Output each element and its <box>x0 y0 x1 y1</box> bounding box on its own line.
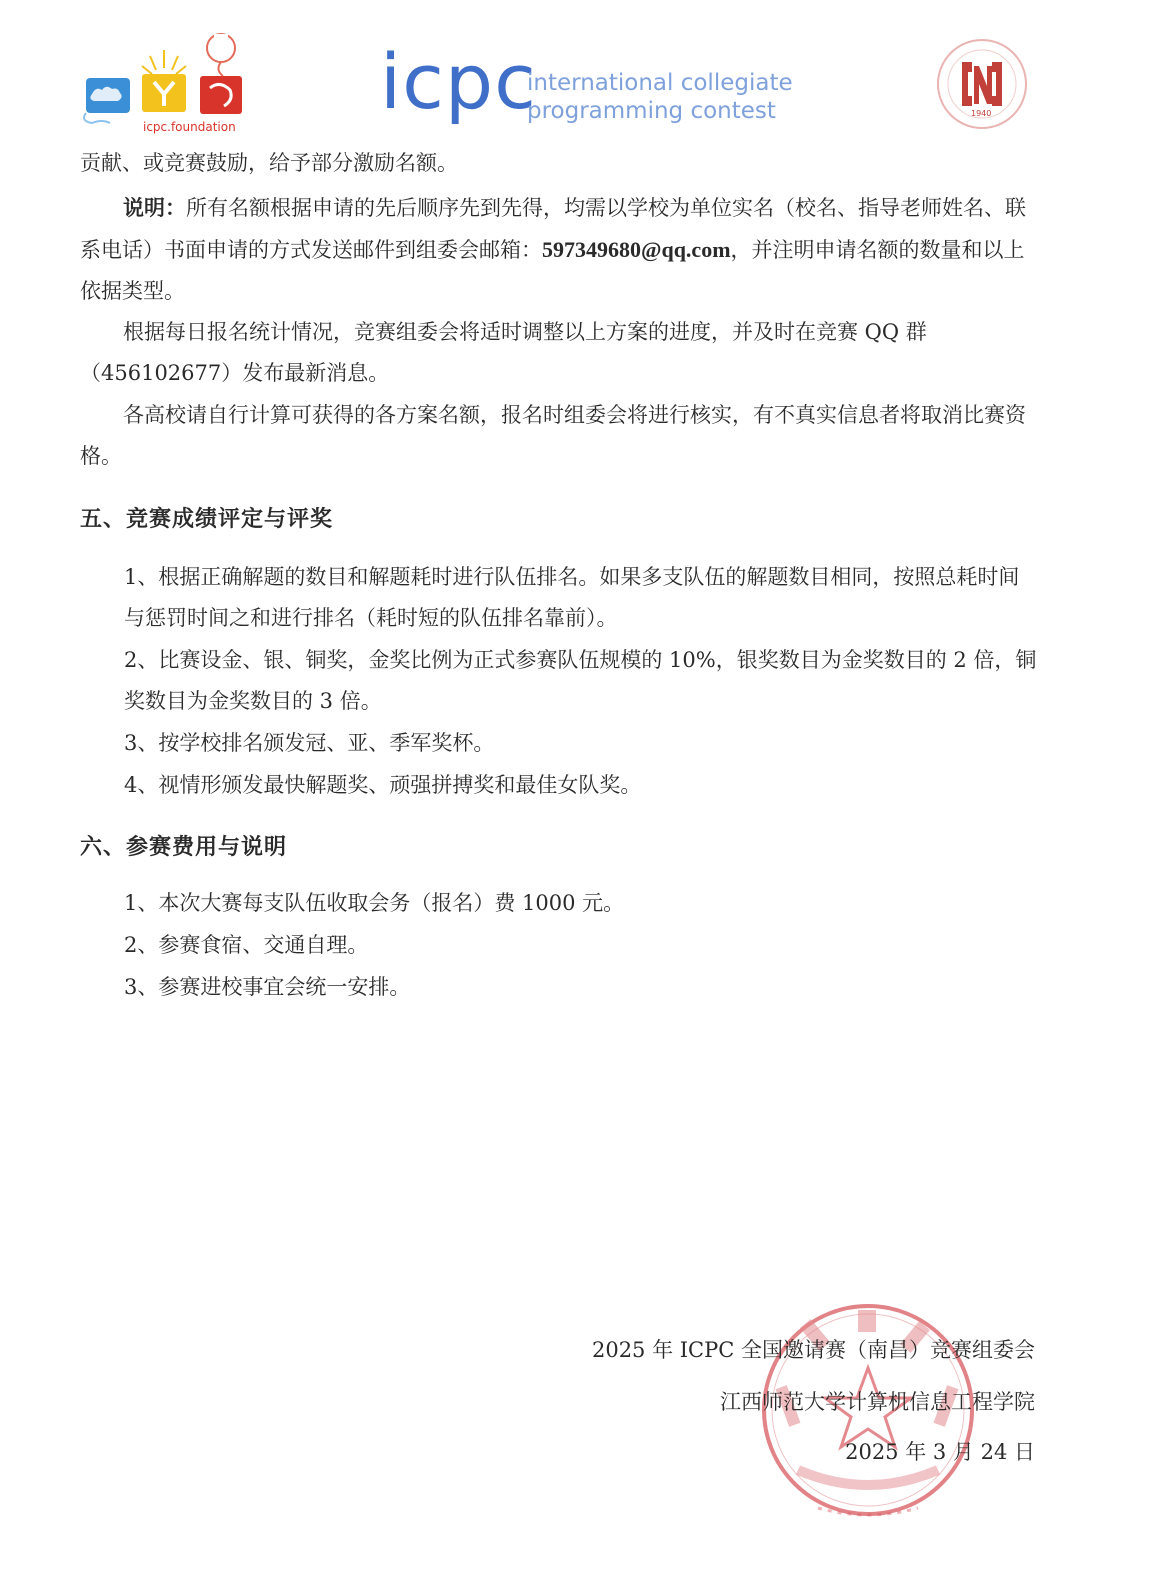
section-5-item-4: 4、视情形颁发最快解题奖、顽强拼搏奖和最佳女队奖。 <box>124 773 642 797</box>
paragraph-explanation <box>80 187 1040 312</box>
header <box>0 0 1162 140</box>
icpc-tagline-line2: programming contest <box>527 98 776 124</box>
section-6-item-1: 1、本次大赛每支队伍收取会务（报名）费 1000 元。 <box>124 891 625 915</box>
section-5-item-1: 1、根据正确解题的数目和解题耗时进行队伍排名。如果多支队伍的解题数目相同，按照总耗时间与惩罚时间之和进行排名（耗时短的队伍排名靠前）。 <box>124 565 1020 630</box>
paragraph-quota-verification: 各高校请自行计算可获得的各方案名额，报名时组委会将进行核实，有不真实信息者将取消比赛资格。 <box>80 403 1026 468</box>
explanation-text: 所有名额根据申请的先后顺序先到先得，均需以学校为单位实名（校名、指导老师姓名、联系电话）书面申请的方式发送邮件到组委会邮箱： <box>80 196 1026 262</box>
paragraph-incentive-tail: 贡献、或竞赛鼓励，给予部分激励名额。 <box>80 151 458 175</box>
section-6-item-3: 3、参赛进校事宜会统一安排。 <box>124 975 411 999</box>
section-5-title: 五、竞赛成绩评定与评奖 <box>80 506 334 532</box>
signature-organizer: 2025 年 ICPC 全国邀请赛（南昌）竞赛组委会 <box>591 1338 1035 1362</box>
contact-email[interactable]: 597349680@qq.com <box>542 237 731 262</box>
emblem-year: 1940 <box>971 109 992 118</box>
icpc-tagline-line1: international collegiate <box>527 70 793 96</box>
signature-date: 2025 年 3 月 24 日 <box>845 1440 1035 1464</box>
section-5-item-3: 3、按学校排名颁发冠、亚、季军奖杯。 <box>124 731 495 755</box>
university-emblem <box>934 36 1030 132</box>
section-6-title: 六、参赛费用与说明 <box>80 834 288 860</box>
icpc-foundation-logo <box>80 28 255 138</box>
signature-school: 江西师范大学计算机信息工程学院 <box>720 1390 1035 1414</box>
icpc-foundation-label: icpc.foundation <box>143 120 236 134</box>
paragraph-adjustment-notice: 根据每日报名统计情况，竞赛组委会将适时调整以上方案的进度，并及时在竞赛 QQ 群（456102677）发布最新消息。 <box>80 320 927 385</box>
section-6-item-2: 2、参赛食宿、交通自理。 <box>124 933 369 957</box>
explanation-tail: ，并注明申请名额的数量和以上依据类型。 <box>80 238 1025 303</box>
section-5-item-2: 2、比赛设金、银、铜奖，金奖比例为正式参赛队伍规模的 10%，银奖数目为金奖数目的 2 倍，铜奖数目为金奖数目的 3 倍。 <box>124 648 1037 713</box>
icpc-wordmark: icpc <box>380 37 537 126</box>
explanation-label: 说明： <box>123 195 186 220</box>
